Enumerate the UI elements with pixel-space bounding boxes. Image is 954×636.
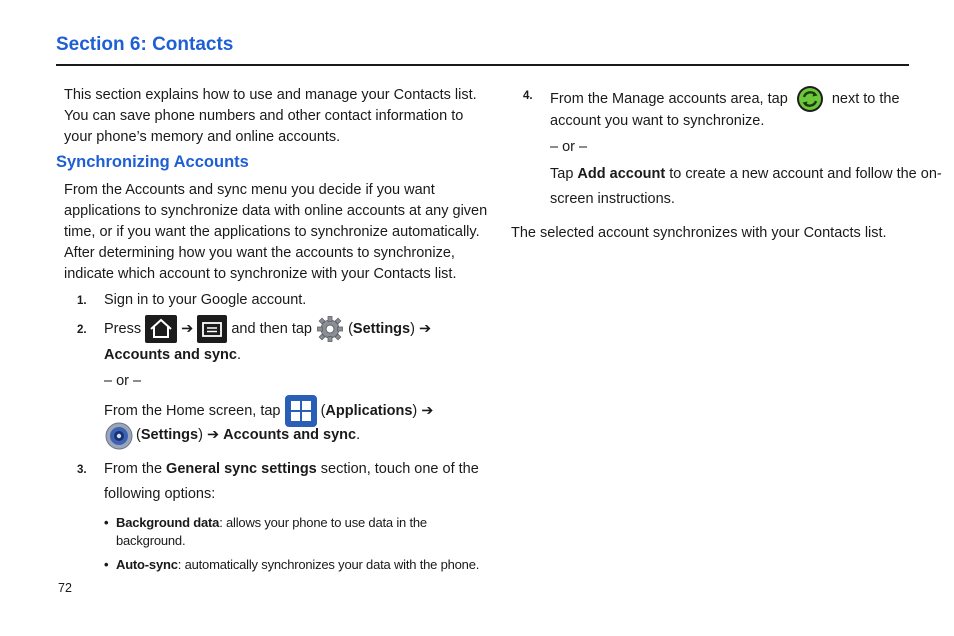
sync-line: indicate which account to synchronize with your Contacts list. bbox=[64, 266, 457, 282]
sync-line: From the Accounts and sync menu you decide if you want bbox=[64, 182, 435, 198]
intro-line: This section explains how to use and manage your Contacts list. bbox=[64, 87, 477, 103]
or-separator: – or – bbox=[104, 373, 142, 389]
arrow-icon: ➔ bbox=[421, 402, 434, 419]
step-2-alt-line-2 bbox=[104, 421, 360, 449]
step-4-text-b: next to the bbox=[831, 90, 900, 107]
home-key-icon bbox=[145, 315, 177, 343]
accounts-sync-label: Accounts and sync bbox=[104, 347, 237, 363]
step-1-text: Sign in to your Google account. bbox=[104, 292, 307, 308]
bullet-desc: : allows your phone to use data in the bbox=[219, 515, 427, 530]
accounts-sync-label: Accounts and sync bbox=[223, 426, 357, 443]
step-4-text: From the Manage accounts area, tap bbox=[550, 90, 788, 107]
subsection-title: Synchronizing Accounts bbox=[56, 153, 249, 171]
open-paren: ( bbox=[348, 320, 353, 337]
close-paren: ) bbox=[412, 402, 418, 419]
close-paren: ) bbox=[410, 320, 415, 337]
arrow-icon: ➔ bbox=[206, 426, 220, 443]
arrow-icon: ➔ bbox=[181, 320, 194, 337]
settings-label: Settings bbox=[352, 320, 411, 337]
bullet-term: Background data bbox=[116, 515, 220, 530]
step-4-alt-line-2: screen instructions. bbox=[550, 191, 675, 207]
sync-line: applications to synchronize data with online accounts at any given bbox=[64, 203, 488, 219]
step-2-line-2 bbox=[104, 345, 241, 366]
sync-line: time, or if you want the applications to synchronize automatically. bbox=[64, 224, 480, 240]
bullet-mark: • bbox=[104, 557, 109, 572]
or-separator: – or – bbox=[550, 139, 588, 155]
step-4-line-2: account you want to synchronize. bbox=[550, 113, 765, 129]
bullet-desc-cont: background. bbox=[116, 533, 186, 548]
header-rule bbox=[56, 64, 909, 66]
arrow-icon: ➔ bbox=[418, 320, 432, 337]
section-title: Section 6: Contacts bbox=[56, 34, 234, 55]
step-number: 2. bbox=[77, 324, 87, 336]
applications-label: Applications bbox=[325, 402, 413, 419]
sync-icon bbox=[796, 85, 824, 113]
open-paren: ( bbox=[320, 402, 326, 419]
step-number: 3. bbox=[77, 464, 87, 476]
sync-line: After determining how you want the accounts to synchronize, bbox=[64, 245, 455, 261]
sync-paragraph bbox=[64, 180, 487, 285]
closing-text: The selected account synchronizes with your Contacts list. bbox=[511, 225, 887, 241]
intro-line: You can save phone numbers and other contact information to bbox=[64, 108, 464, 124]
period: . bbox=[356, 426, 361, 443]
bullet-term: Auto-sync bbox=[116, 557, 178, 572]
tap-text: Tap bbox=[550, 166, 574, 182]
press-text: Press bbox=[104, 320, 142, 337]
settings-gear-icon bbox=[316, 315, 344, 343]
then-tap-text: and then tap bbox=[231, 320, 312, 337]
open-paren: ( bbox=[136, 426, 141, 443]
bullet-mark: • bbox=[104, 515, 109, 530]
intro-paragraph bbox=[64, 85, 477, 148]
from-the-text: From the bbox=[104, 461, 163, 477]
general-sync-label: General sync settings bbox=[166, 461, 317, 477]
bullet-desc: : automatically synchronizes your data with the phone. bbox=[177, 557, 480, 572]
add-account-label: Add account bbox=[577, 166, 666, 182]
step-4-line-1 bbox=[550, 85, 900, 113]
step-4-alt-rest: to create a new account and follow the on- bbox=[669, 166, 942, 182]
page-number: 72 bbox=[58, 581, 72, 595]
menu-key-icon bbox=[197, 315, 227, 343]
step-number: 4. bbox=[523, 90, 533, 102]
step-3-rest: section, touch one of the bbox=[320, 461, 479, 477]
settings-label: Settings bbox=[140, 426, 199, 443]
close-paren: ) bbox=[198, 426, 203, 443]
bullet-auto-sync bbox=[116, 556, 479, 574]
step-3-line-2: following options: bbox=[104, 486, 216, 502]
step-3-line-1 bbox=[104, 459, 479, 480]
settings-app-icon bbox=[104, 421, 132, 449]
bullet-background-data bbox=[116, 514, 427, 532]
intro-line: your phone’s memory and online accounts. bbox=[64, 129, 341, 145]
home-screen-tap-text: From the Home screen, tap bbox=[104, 402, 281, 419]
period: . bbox=[236, 347, 241, 363]
step-2-line-1 bbox=[104, 315, 431, 343]
step-number: 1. bbox=[77, 295, 87, 307]
step-4-alt-line-1 bbox=[550, 164, 942, 185]
